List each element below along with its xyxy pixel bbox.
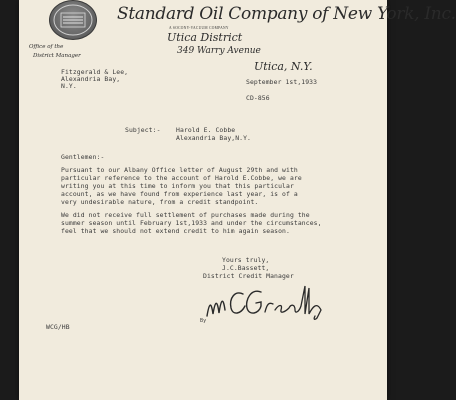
street-address: 349 Warry Avenue <box>177 46 261 56</box>
closing-signer-title: District Credit Manager <box>203 272 294 280</box>
subject-line-2: Alexandria Bay,N.Y. <box>176 134 252 142</box>
handwritten-signature <box>201 276 331 325</box>
recipient-line-3: N.Y. <box>61 82 77 90</box>
district-name: Utica District <box>167 31 243 44</box>
recipient-line-2: Alexandria Bay, <box>61 75 121 83</box>
reference-number: CD-856 <box>246 94 270 102</box>
closing-yours-truly: Yours truly, <box>222 256 270 264</box>
paragraph-2-line: summer season until February 1st,1933 and under the circumstances, <box>61 219 322 227</box>
paragraph-1-line: very undesirable nature, from a credit standpoint. <box>61 198 259 206</box>
salutation: Gentlemen:- <box>61 153 105 161</box>
district-manager-label: District Manager <box>33 53 81 59</box>
company-seal-logo <box>49 0 97 40</box>
office-of-label: Office of the <box>29 44 64 50</box>
city-address: Utica, N.Y. <box>254 60 313 73</box>
paragraph-2-line: We did not receive full settlement of purchases made during the <box>61 211 310 219</box>
paragraph-1-line: particular reference to the account of Harold E.Cobbe, we are <box>61 174 302 182</box>
by-label: By <box>200 318 207 324</box>
subject-line-1: Harold E. Cobbe <box>176 126 236 134</box>
paragraph-1-line: account, as we have found from experience last year, is of a <box>61 190 298 198</box>
closing-signer-name: J.C.Bassett, <box>222 264 270 272</box>
recipient-line-1: Fitzgerald & Lee, <box>61 68 129 76</box>
seal-emblem-icon <box>50 1 96 39</box>
paragraph-1-line: Pursuant to our Albany Office letter of August 29th and with <box>61 166 298 174</box>
paragraph-2-line: feel that we should not extend credit to him again season. <box>61 227 290 235</box>
typist-initials: WCG/HB <box>46 323 70 331</box>
paragraph-1-line: writing you at this time to inform you that this particular <box>61 182 294 190</box>
company-name: Standard Oil Company of New York, Inc. <box>117 4 456 24</box>
letter-date: September 1st,1933 <box>246 78 318 86</box>
letter-page <box>19 0 456 400</box>
subsidiary-line: A SOCONY-VACUUM COMPANY <box>169 26 229 30</box>
subject-label: Subject:- <box>125 126 161 134</box>
